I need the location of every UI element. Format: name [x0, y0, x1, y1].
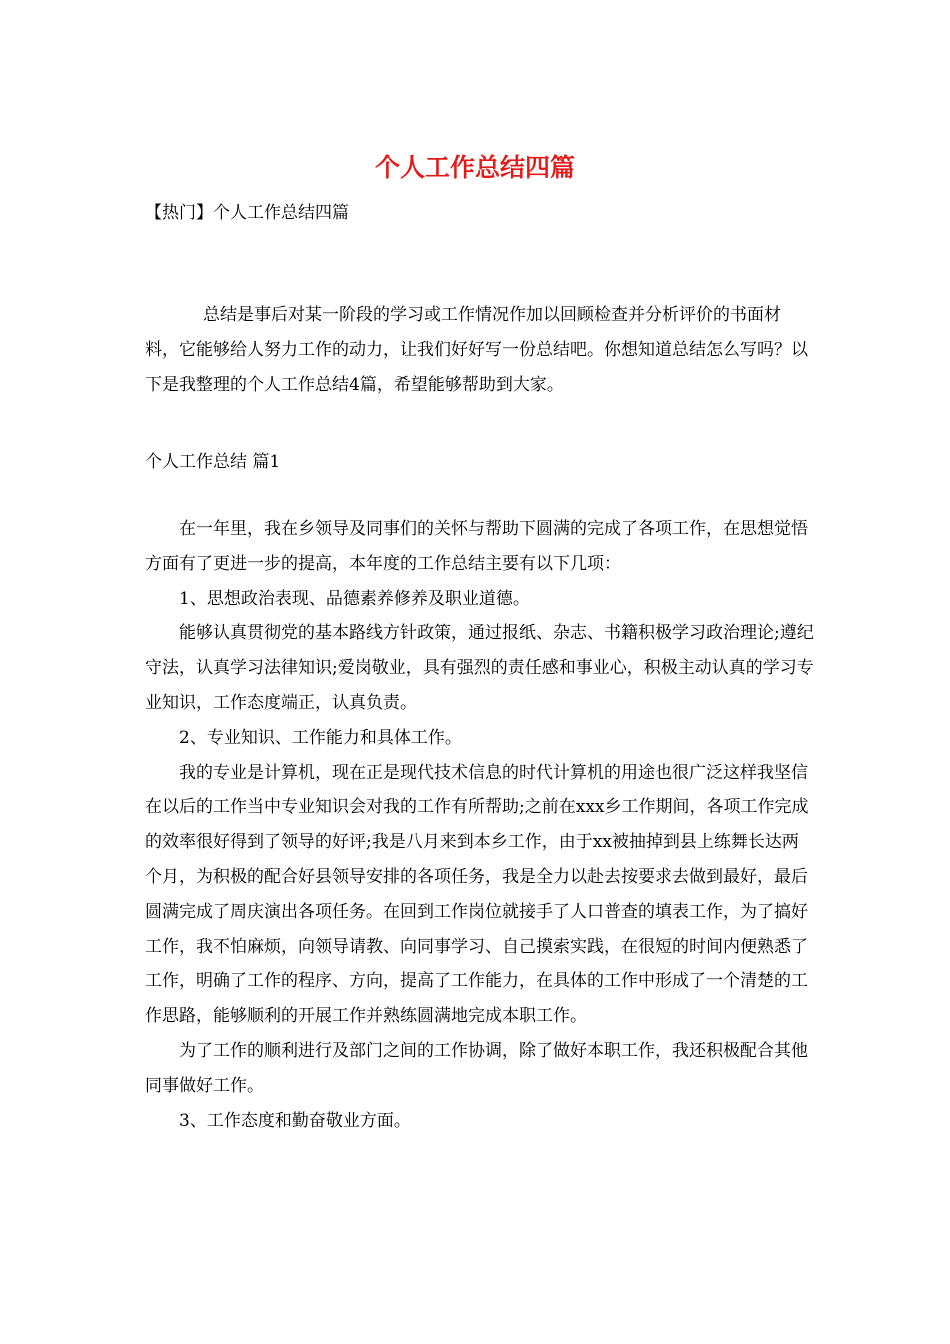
body-paragraph: 2、专业知识、工作能力和具体工作。	[179, 727, 462, 748]
section-heading: 个人工作总结 篇1	[145, 452, 281, 472]
body-paragraph: 1、思想政治表现、品德素养修养及职业道德。	[179, 588, 530, 609]
body-paragraph: 3、工作态度和勤奋敬业方面。	[179, 1110, 411, 1131]
document-title: 个人工作总结四篇	[374, 153, 575, 182]
body-paragraph: 在一年里，我在乡领导及同事们的关怀与帮助下圆满的完成了各项工作，在思想觉悟方面有了更进一步的提高，本年度的工作总结主要有以下几项：	[145, 519, 808, 574]
body-text	[145, 512, 815, 1138]
intro-text: 总结是事后对某一阶段的学习或工作情况作加以回顾检查并分析评价的书面材料，它能够给人努力工作的动力，让我们好好写一份总结吧。你想知道总结怎么写吗？以下是我整理的个人工作总结4篇，希望能够帮助到大家。	[145, 305, 808, 395]
body-paragraph: 我的专业是计算机，现在正是现代技术信息的时代计算机的用途也很广泛这样我坚信在以后的工作当中专业知识会对我的工作有所帮助;之前在xxx乡工作期间，各项工作完成的效率很好得到了领导的好评;我是八月来到本乡工作，由于xx被抽掉到县上练舞长达两个月，为积极的配合好县领导安排的各项任务，我是全力以赴去按要求去做到最好，最后圆满完成了周庆演出各项任务。在回到工作岗位就接手了人口普查的填表工作，为了搞好工作，我不怕麻烦，向领导请教、向同事学习、自己摸索实践，在很短的时间内便熟悉了工作，明确了工作的程序、方向，提高了工作能力，在具体的工作中形成了一个清楚的工作思路，能够顺利的开展工作并熟练圆满地完成本职工作。	[145, 762, 809, 1027]
body-paragraph: 能够认真贯彻党的基本路线方针政策，通过报纸、杂志、书籍积极学习政治理论;遵纪守法，认真学习法律知识;爱岗敬业，具有强烈的责任感和事业心，积极主动认真的学习专业知识，工作态度端正，认真负责。	[145, 623, 814, 713]
document-subtitle: 【热门】个人工作总结四篇	[145, 203, 349, 223]
intro-paragraph	[145, 298, 810, 403]
body-paragraph: 为了工作的顺利进行及部门之间的工作协调，除了做好本职工作，我还积极配合其他同事做好工作。	[145, 1040, 808, 1096]
